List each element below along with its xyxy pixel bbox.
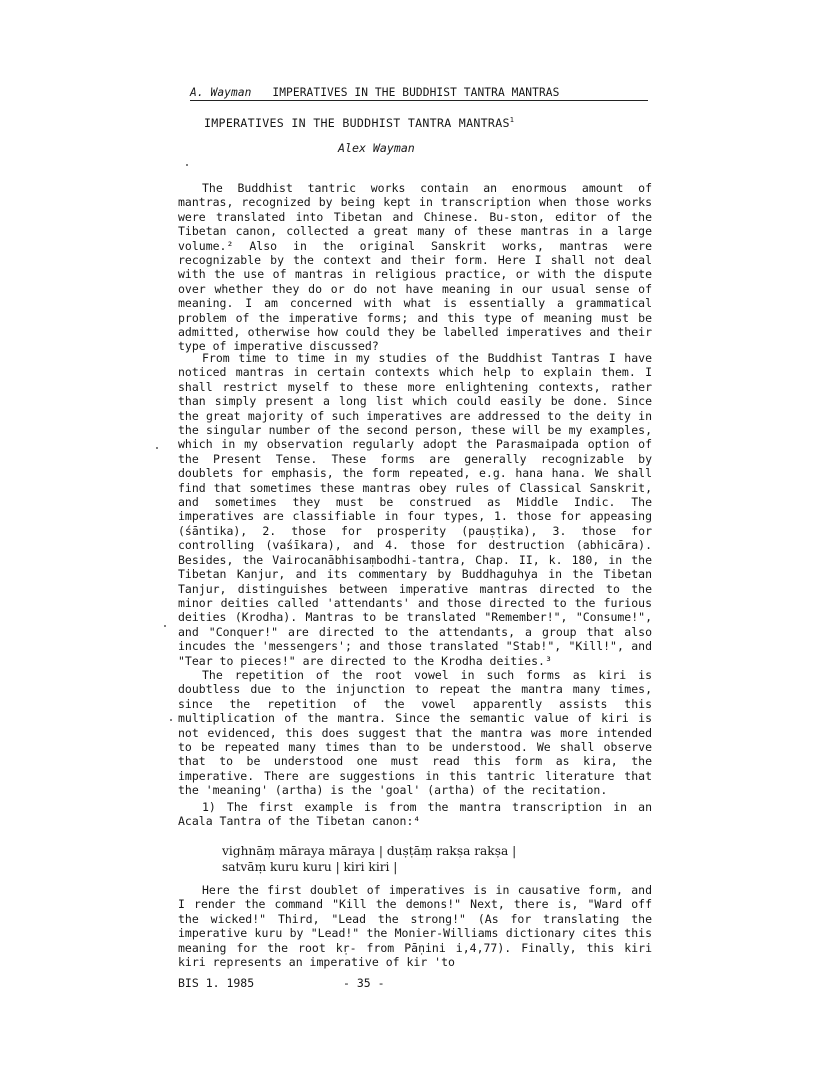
page-number: - 35 -: [343, 976, 385, 990]
mantra-line-2: satvāṃ kuru kuru | kiri kiri |: [222, 860, 398, 874]
mantra-quote: [222, 843, 516, 875]
paragraph-5: Here the first doublet of imperatives is in causative form, and I render the command "Kill the demons!" Next, there is, "Ward off the wicked!" Third, "Lead the strong!" (As for translating the imperative kuru by "Lead!" the Monier-Williams dictionary cites this meaning for the root kṛ- from Pāṇini i,4,77). Finally, this kiri kiri represents an imperative of kir 'to: [178, 883, 652, 970]
running-head: [190, 86, 648, 101]
paragraph-4: 1) The first example is from the mantra transcription in an Acala Tantra of the Tibetan canon:⁴: [178, 800, 652, 829]
paragraph-1: The Buddhist tantric works contain an enormous amount of mantras, recognized by being kept in transcription when those works were translated into Tibetan and Chinese. Bu-ston, editor of the Tibetan canon, collected a great many of these mantras in a large volume.² Also in the original Sanskrit works, mantras were recognizable by the context and their form. Here I shall not deal with the use of mantras in religious practice, or with the dispute over whether they do or do not have meaning in our usual sense of meaning. I am concerned with what is essentially a grammatical problem of the imperative forms; and this type of meaning must be admitted, otherwise how could they be labelled imperatives and their type of imperative discussed?: [178, 181, 652, 354]
article-title: [204, 116, 514, 130]
scan-speck: [156, 447, 158, 449]
article-author: Alex Wayman: [338, 141, 415, 155]
scan-speck: [186, 164, 188, 166]
scan-speck: [170, 719, 172, 721]
paragraph-3: The repetition of the root vowel in such forms as kiri is doubtless due to the injunction to repeat the mantra many times, since the repetition of the vowel apparently assists this multiplication of the mantra. Since the semantic value of kiri is not evidenced, this does suggest that the mantra was more intended to be repeated many times than to be understood. We shall observe that to be understood one must read this form as kira, the imperative. There are suggestions in this tantric literature that the 'meaning' (artha) is the 'goal' (artha) of the recitation.: [178, 668, 652, 798]
mantra-line-1: vighnāṃ māraya māraya | duṣṭāṃ rakṣa rakṣa |: [222, 844, 517, 858]
scan-speck: [164, 625, 166, 627]
journal-citation: BIS 1. 1985: [178, 976, 255, 990]
article-title-text: IMPERATIVES IN THE BUDDHIST TANTRA MANTRAS: [204, 116, 510, 130]
running-head-title: IMPERATIVES IN THE BUDDHIST TANTRA MANTRAS: [272, 86, 560, 99]
paragraph-2: From time to time in my studies of the Buddhist Tantras I have noticed mantras in certain contexts which help to explain them. I shall restrict myself to these more enlightening contexts, rather than simply present a long list which could easily be done. Since the great majority of such imperatives are addressed to the deity in the singular number of the second person, these will be my examples, which in my observation regularly adopt the Parasmaipada option of the Present Tense. These forms are generally recognizable by doublets for emphasis, the form repeated, e.g. hana hana. We shall find that sometimes these mantras obey rules of Classical Sanskrit, and sometimes they must be construed as Middle Indic. The imperatives are classifiable in four types, 1. those for appeasing (śāntika), 2. those for prosperity (pauṣṭika), 3. those for controlling (vaśīkara), and 4. those for destruction (abhicāra). Besides, the Vairocanābhisaṃbodhi-tantra, Chap. II, k. 180, in the Tibetan Kanjur, and its commentary by Buddhaguhya in the Tibetan Tanjur, distinguishes between imperative mantras directed to the minor deities called 'attendants' and those directed to the furious deities (Krodha). Mantras to be translated "Remember!", "Consume!", and "Conquer!" are directed to the attendants, a group that also incudes the 'messengers'; and those translated "Stab!", "Kill!", and "Tear to pieces!" are directed to the Krodha deities.³: [178, 351, 652, 668]
running-head-author: A. Wayman: [190, 86, 252, 99]
title-footnote-marker: 1: [509, 116, 515, 125]
